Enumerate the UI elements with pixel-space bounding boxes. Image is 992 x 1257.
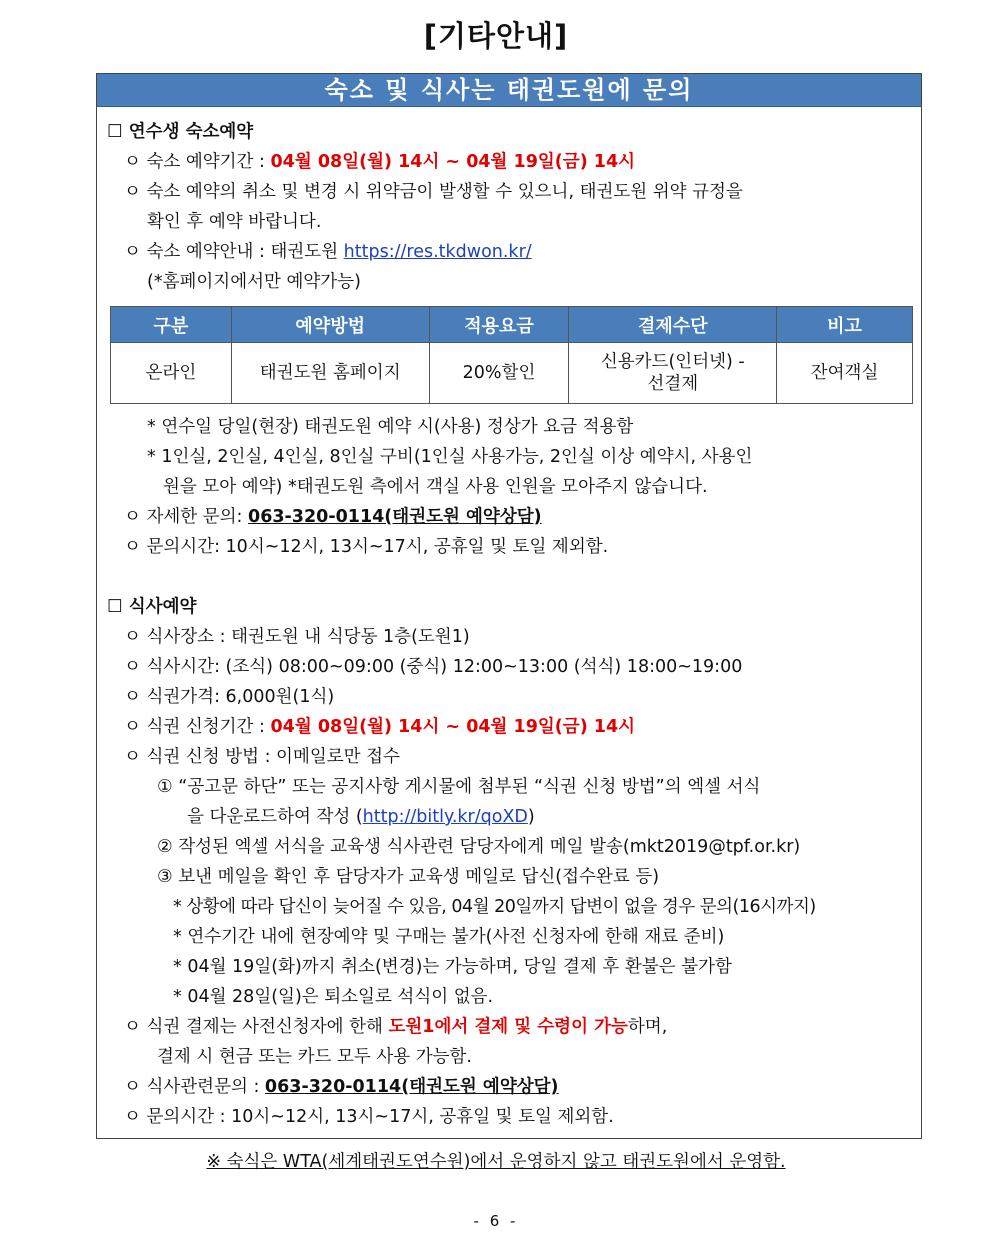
- lodging-heading: ☐ 연수생 숙소예약: [107, 122, 254, 142]
- page-number: - 6 -: [473, 1212, 519, 1230]
- meal-pay-text-a: ㅇ 식권 결제는 사전신청자에 한해: [124, 1017, 389, 1037]
- meal-pay: [124, 1016, 667, 1038]
- lodging-guide: [124, 241, 532, 263]
- lodging-contact: [124, 506, 542, 528]
- table-cell-rate: 20%할인: [429, 343, 569, 404]
- footer-note: ※ 숙식은 WTA(세계태권도연수원)에서 운영하지 않고 태권도원에서 운영함.: [206, 1152, 786, 1172]
- lodging-note2-line1: * 1인실, 2인실, 4인실, 8인실 구비(1인실 사용가능, 2인실 이상 예약시, 사용인: [147, 447, 753, 467]
- meal-period: [124, 716, 635, 738]
- meal-hours: ㅇ 문의시간 : 10시~12시, 13시~17시, 공휴일 및 토일 제외함.: [124, 1107, 614, 1127]
- meal-step1-text: 을 다운로드하여 작성 (: [187, 807, 363, 827]
- lodging-period-label: ㅇ 숙소 예약기간 :: [124, 152, 271, 172]
- meal-sub1: * 상황에 따라 답신이 늦어질 수 있음, 04월 20일까지 답변이 없을 경우 문의(16시까지): [173, 897, 816, 917]
- table-cell-payment: [569, 343, 777, 404]
- lodging-period: [124, 151, 635, 173]
- lodging-guide-link[interactable]: https://res.tkdwon.kr/: [343, 242, 532, 262]
- lodging-guide-label: ㅇ 숙소 예약안내 : 태권도원: [124, 242, 344, 262]
- table-cell-method: 태권도원 홈페이지: [231, 343, 429, 404]
- banner: 숙소 및 식사는 태권도원에 문의: [97, 74, 921, 107]
- lodging-hours: ㅇ 문의시간: 10시~12시, 13시~17시, 공휴일 및 토일 제외함.: [124, 537, 609, 557]
- meal-sub4: * 04월 28일(일)은 퇴소일로 석식이 없음.: [173, 987, 494, 1007]
- table-row: [111, 343, 913, 404]
- info-box: [96, 73, 922, 1139]
- lodging-contact-value: 063-320-0114(태권도원 예약상담): [248, 507, 542, 527]
- table-header-row: [111, 307, 913, 343]
- meal-sub2: * 연수기간 내에 현장예약 및 구매는 불가(사전 신청자에 한해 재료 준비): [173, 927, 725, 947]
- lodging-cancel-line1: ㅇ 숙소 예약의 취소 및 변경 시 위약금이 발생할 수 있으니, 태권도원 위약 규정을: [124, 182, 743, 202]
- page-title: [기타안내]: [423, 19, 569, 53]
- meal-contact-value: 063-320-0114(태권도원 예약상담): [264, 1077, 559, 1097]
- meal-time: ㅇ 식사시간: (조식) 08:00~09:00 (중식) 12:00~13:00 (석식) 18:00~19:00: [124, 657, 743, 677]
- meal-step3: ③ 보낸 메일을 확인 후 담당자가 교육생 메일로 답신(접수완료 등): [157, 867, 660, 887]
- lodging-contact-label: ㅇ 자세한 문의:: [124, 507, 249, 527]
- table-cell-remark: 잔여객실: [777, 343, 913, 404]
- meal-heading: ☐ 식사예약: [107, 597, 197, 617]
- meal-pay-line2: 결제 시 현금 또는 카드 모두 사용 가능함.: [157, 1047, 472, 1067]
- meal-step1-link[interactable]: http://bitly.kr/qoXD: [362, 807, 528, 827]
- table-header: 적용요금: [429, 307, 569, 343]
- payment-line1: 신용카드(인터넷) -: [600, 352, 745, 372]
- payment-line2: 선결제: [647, 374, 699, 394]
- meal-step1-line2: [187, 806, 535, 828]
- meal-pay-text-b: 하며,: [627, 1017, 668, 1037]
- table-header: 예약방법: [231, 307, 429, 343]
- table-header: 결제수단: [569, 307, 777, 343]
- meal-step1-close: ): [527, 807, 535, 827]
- lodging-note2-line2: 원을 모아 예약) *태권도원 측에서 객실 사용 인원을 모아주지 않습니다.: [163, 477, 708, 497]
- table-header: 구분: [111, 307, 232, 343]
- reservation-table: [110, 306, 913, 404]
- meal-method: ㅇ 식권 신청 방법 : 이메일로만 접수: [124, 747, 400, 767]
- lodging-cancel-line2: 확인 후 예약 바랍니다.: [147, 212, 322, 232]
- meal-step2: ② 작성된 엑셀 서식을 교육생 식사관련 담당자에게 메일 발송(mkt2019@tpf.or.kr): [157, 837, 801, 857]
- table-header: 비고: [777, 307, 913, 343]
- meal-step1-line1: ① “공고문 하단” 또는 공지사항 게시물에 첨부된 “식권 신청 방법”의 엑셀 서식: [157, 777, 761, 797]
- lodging-guide-note: (*홈페이지에서만 예약가능): [147, 272, 361, 292]
- lodging-note1: * 연수일 당일(현장) 태권도원 예약 시(사용) 정상가 요금 적용함: [147, 417, 634, 437]
- meal-place: ㅇ 식사장소 : 태권도원 내 식당동 1층(도원1): [124, 627, 470, 647]
- meal-sub3: * 04월 19일(화)까지 취소(변경)는 가능하며, 당일 결제 후 환불은 불가함: [173, 957, 732, 977]
- lodging-period-value: 04월 08일(월) 14시 ~ 04월 19일(금) 14시: [270, 152, 636, 172]
- meal-price: ㅇ 식권가격: 6,000원(1식): [124, 687, 335, 707]
- meal-period-value: 04월 08일(월) 14시 ~ 04월 19일(금) 14시: [270, 717, 636, 737]
- meal-period-label: ㅇ 식권 신청기간 :: [124, 717, 271, 737]
- meal-contact: [124, 1076, 559, 1098]
- table-cell-type: 온라인: [111, 343, 232, 404]
- meal-contact-label: ㅇ 식사관련문의 :: [124, 1077, 265, 1097]
- meal-pay-highlight: 도원1에서 결제 및 수령이 가능: [388, 1017, 628, 1037]
